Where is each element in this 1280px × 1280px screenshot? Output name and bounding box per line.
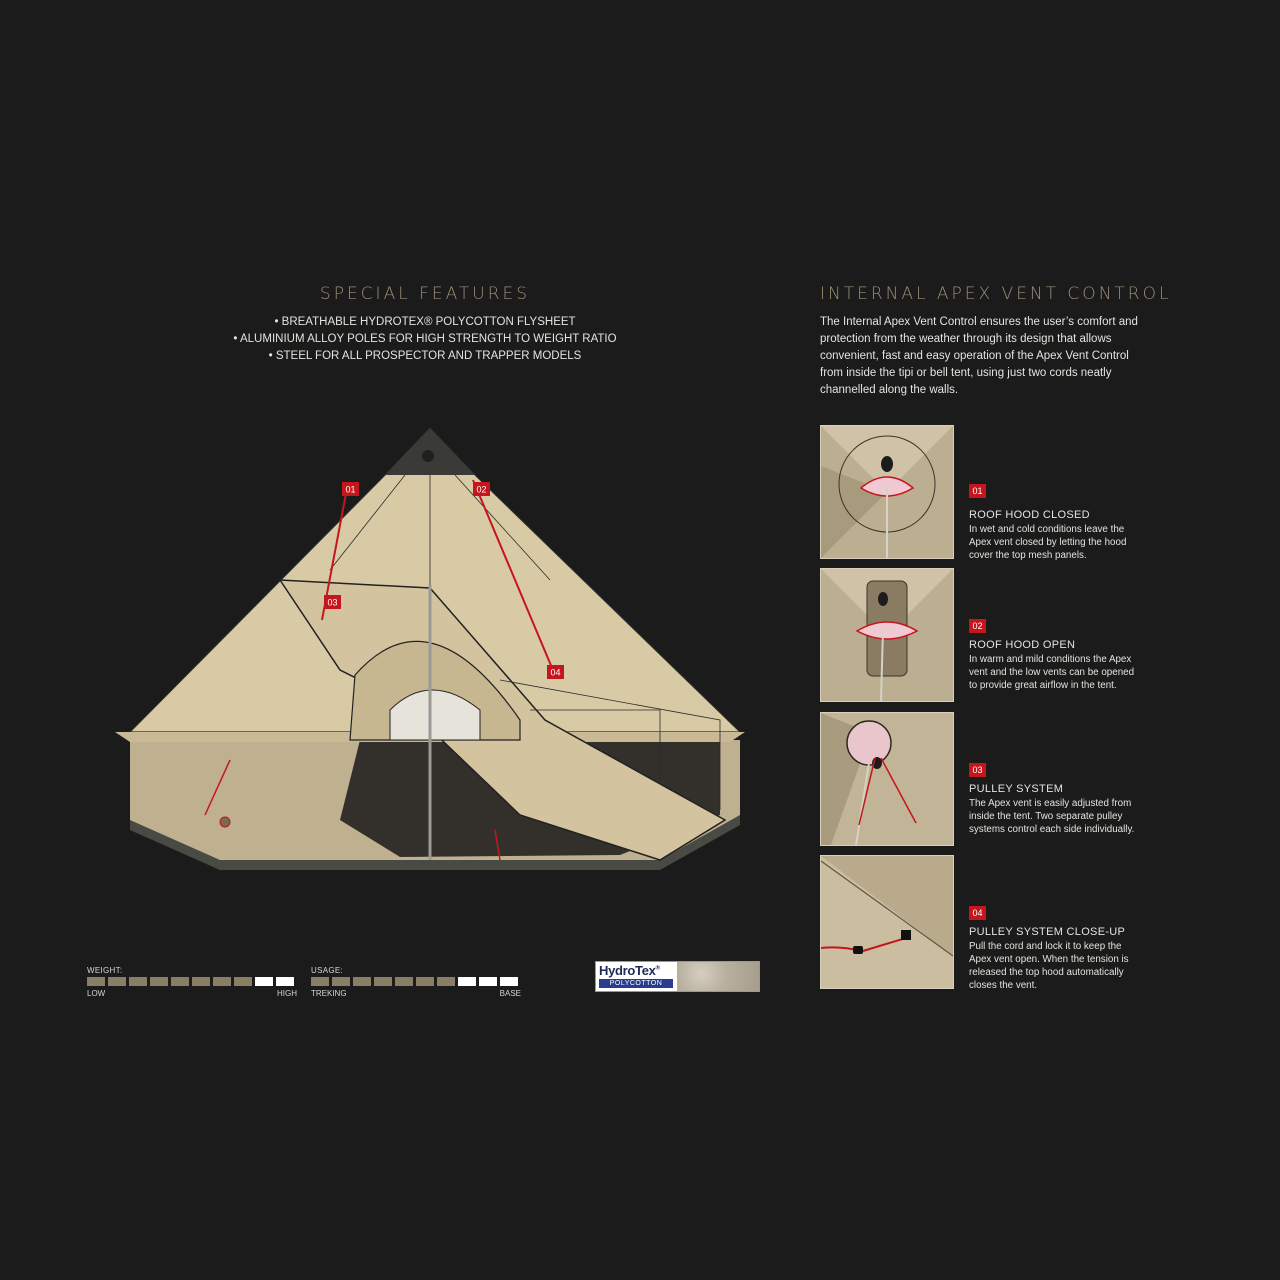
scale-segment xyxy=(437,977,455,986)
feature-bullet: • BREATHABLE HYDROTEX® POLYCOTTON FLYSHEET xyxy=(274,316,576,328)
feature-number: 01 xyxy=(969,484,986,498)
scale-segment xyxy=(500,977,518,986)
scale-segment xyxy=(353,977,371,986)
feature-title: ROOF HOOD CLOSED xyxy=(969,509,1090,521)
feature-bullet: • ALUMINIUM ALLOY POLES FOR HIGH STRENGTH TO WEIGHT RATIO xyxy=(233,333,617,345)
callout-01 xyxy=(342,482,359,496)
scale-segment xyxy=(311,977,329,986)
tent-illustration xyxy=(100,420,760,890)
apex-feature-01 xyxy=(820,425,1160,559)
pulley-system-image xyxy=(820,712,954,846)
scale-segment xyxy=(458,977,476,986)
apex-feature-04 xyxy=(820,855,1160,989)
usage-scale xyxy=(311,966,521,998)
svg-text:04: 04 xyxy=(550,667,561,678)
feature-description: Pull the cord and lock it to keep the Apex vent open. When the tension is released the top hood automatically closes the vent. xyxy=(969,941,1129,991)
svg-text:02: 02 xyxy=(476,484,487,495)
weight-bar xyxy=(87,977,297,986)
scale-segment xyxy=(171,977,189,986)
usage-label: USAGE: xyxy=(311,966,344,975)
apex-feature-03 xyxy=(820,712,1160,846)
feature-number: 03 xyxy=(969,763,986,777)
feature-description: The Apex vent is easily adjusted from inside the tent. Two separate pulley systems control each side individually. xyxy=(969,798,1135,835)
feature-number: 04 xyxy=(969,906,986,920)
callout-03 xyxy=(324,595,341,609)
scale-segment xyxy=(416,977,434,986)
feature-title: ROOF HOOD OPEN xyxy=(969,639,1076,651)
pulley-close-up-image xyxy=(820,855,954,989)
feature-number: 02 xyxy=(969,619,986,633)
weight-scale xyxy=(87,966,297,998)
callout-02 xyxy=(473,482,490,496)
scale-segment xyxy=(395,977,413,986)
svg-text:01: 01 xyxy=(345,484,356,495)
special-features-title: SPECIAL FEATURES xyxy=(319,284,531,304)
scale-segment xyxy=(276,977,294,986)
feature-description: In wet and cold conditions leave the Apex vent closed by letting the hood cover the top mesh panels. xyxy=(969,524,1127,561)
feature-description: In warm and mild conditions the Apex vent and the low vents can be opened to provide great airflow in the tent. xyxy=(969,654,1135,691)
feature-title: PULLEY SYSTEM CLOSE-UP xyxy=(969,926,1126,938)
scale-segment xyxy=(234,977,252,986)
scale-segment xyxy=(108,977,126,986)
hydrotex-subtitle: POLYCOTTON xyxy=(599,979,673,988)
scale-segment xyxy=(213,977,231,986)
roof-hood-open-image xyxy=(820,568,954,702)
scale-segment xyxy=(150,977,168,986)
scale-segment xyxy=(87,977,105,986)
feature-title: PULLEY SYSTEM xyxy=(969,783,1064,795)
scale-segment xyxy=(332,977,350,986)
hydrotex-logo xyxy=(595,961,760,992)
apex-intro-text: The Internal Apex Vent Control ensures the user’s comfort and protection from the weather through its design that allows convenient, fast and easy operation of the Apex Vent Control from inside the tipi or bell tent, using just two cords neatly channelled along the walls. xyxy=(820,316,1138,396)
roof-hood-closed-image xyxy=(820,425,954,559)
hydrotex-brand: HydroTex® xyxy=(599,963,660,978)
apex-feature-02 xyxy=(820,568,1160,702)
scale-segment xyxy=(129,977,147,986)
weight-low-label: LOW xyxy=(87,989,106,998)
usage-bar xyxy=(311,977,521,986)
scale-segment xyxy=(255,977,273,986)
usage-low-label: TREKING xyxy=(311,989,347,998)
weight-high-label: HIGH xyxy=(277,989,297,998)
scale-segment xyxy=(374,977,392,986)
weight-label: WEIGHT: xyxy=(87,966,123,975)
feature-bullet: • STEEL FOR ALL PROSPECTOR AND TRAPPER MODELS xyxy=(268,350,582,362)
fabric-swatch xyxy=(677,962,759,991)
apex-vent-title: INTERNAL APEX VENT CONTROL xyxy=(820,284,1172,304)
scale-segment xyxy=(479,977,497,986)
callout-04 xyxy=(547,665,564,679)
special-features-list xyxy=(0,314,850,365)
usage-high-label: BASE xyxy=(499,989,521,998)
scale-segment xyxy=(192,977,210,986)
svg-text:03: 03 xyxy=(327,597,338,608)
